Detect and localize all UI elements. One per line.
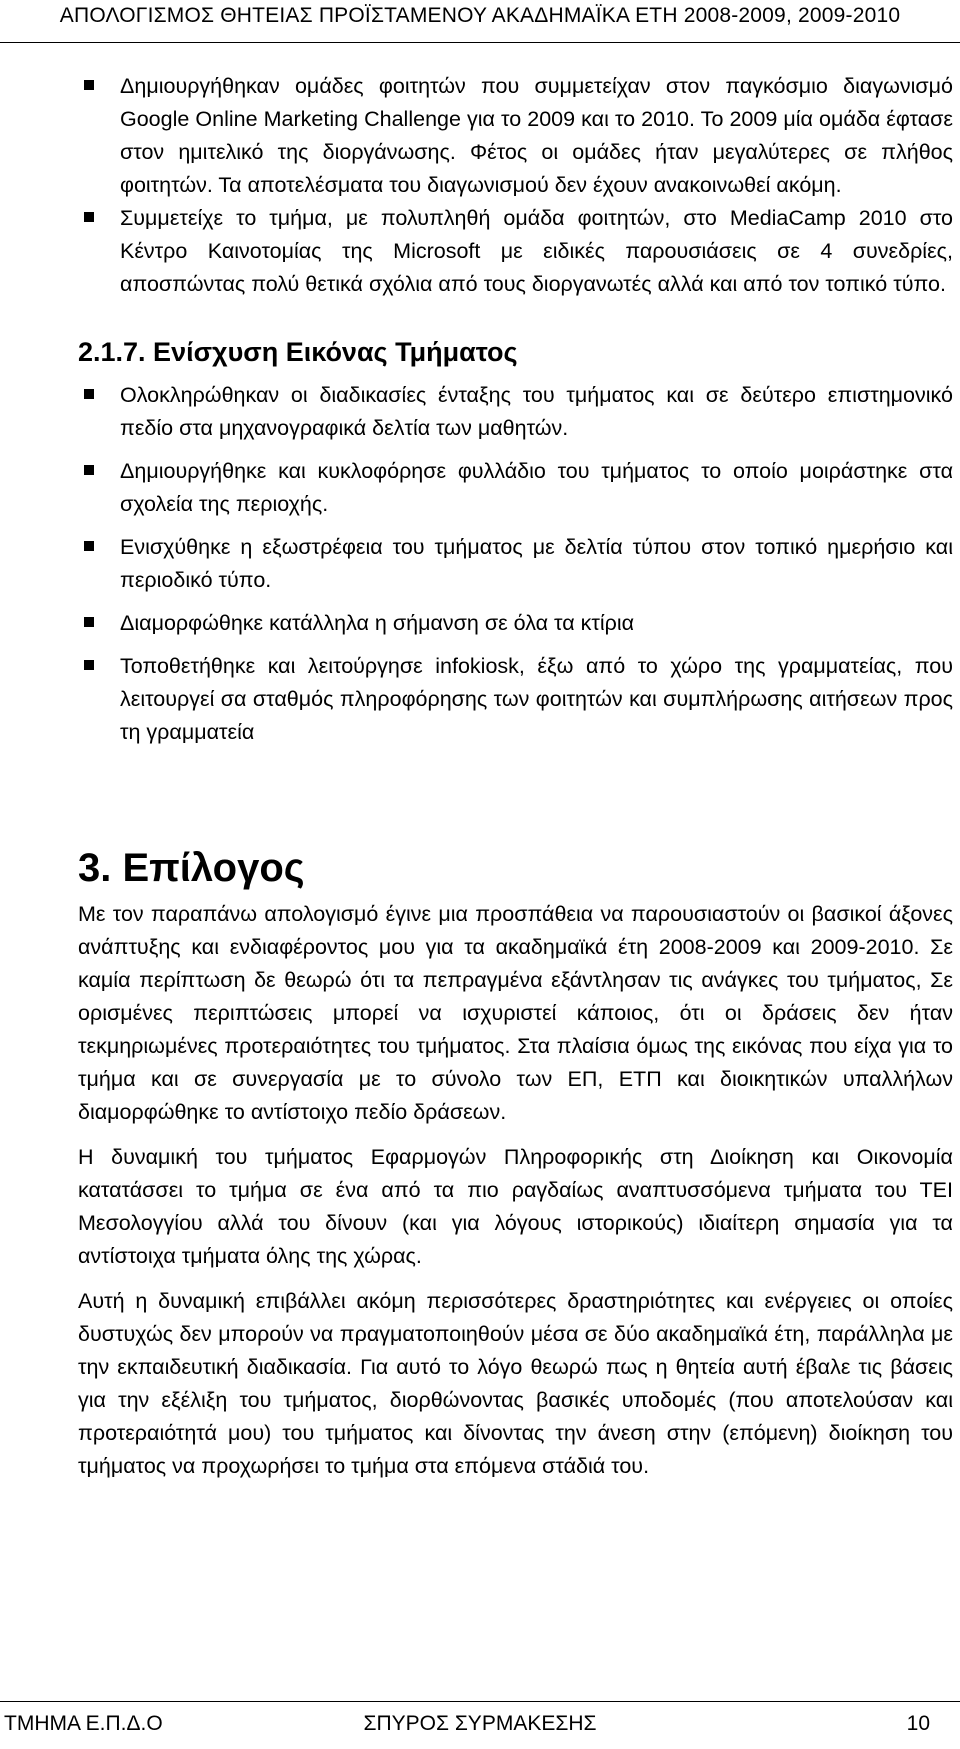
intro-bullet-list	[78, 70, 953, 301]
paragraph: Η δυναμική του τμήματος Εφαρμογών Πληροφορικής στη Διοίκηση και Οικονομία κατατάσσει το τμήμα σε ένα από τα πιο ραγδαίως αναπτυσσόμενα τμήματα του ΤΕΙ Μεσολογγίου αλλά του δίνουν (και για λόγους ιστορικούς) ιδιαίτερη σημασία για τα αντίστοιχα τμήματα όλης της χώρας.	[78, 1145, 953, 1268]
list-item	[78, 70, 953, 202]
square-bullet-icon	[84, 80, 94, 90]
section-2-1-7-bullet-list	[78, 379, 953, 749]
footer-department: ΤΜΗΜΑ Ε.Π.Δ.Ο	[4, 1712, 163, 1735]
list-item-text: Δημιουργήθηκαν ομάδες φοιτητών που συμμετείχαν στον παγκόσμιο διαγωνισμό Google Online Marketing Challenge για το 2009 και το 2010. Το 2009 μία ομάδα έφτασε στον ημιτελικό της διοργάνωσης. Φέτος οι ομάδες ήταν μεγαλύτερες σε πλήθος φοιτητών. Τα αποτελέσματα του διαγωνισμού δεν έχουν ανακοινωθεί ακόμη.	[120, 74, 953, 197]
list-item	[78, 607, 953, 640]
list-item	[78, 455, 953, 521]
paragraph: Αυτή η δυναμική επιβάλλει ακόμη περισσότερες δραστηριότητες και ενέργειες οι οποίες δυστυχώς δεν μπορούν να πραγματοποιηθούν μέσα σε δύο ακαδημαϊκά έτη, παράλληλα με την εκπαιδευτική διαδικασία. Για αυτό το λόγο θεωρώ πως η θητεία αυτή έβαλε τις βάσεις για την εξέλιξη του τμήματος, διορθώνοντας βασικές υποδομές (που αποτελούσαν και προτεραιότητά μου) του τμήματος και δίνοντας την άνεση στην (επόμενη) διοίκηση του τμήματος να προχωρήσει το τμήμα στα επόμενα στάδιά του.	[78, 1289, 953, 1478]
list-item-text: Ολοκληρώθηκαν οι διαδικασίες ένταξης του τμήματος και σε δεύτερο επιστημονικό πεδίο στα μηχανογραφικά δελτία των μαθητών.	[120, 383, 953, 440]
paragraph: Με τον παραπάνω απολογισμό έγινε μια προσπάθεια να παρουσιαστούν οι βασικοί άξονες ανάπτυξης και ενδιαφέροντος μου για τα ακαδημαϊκά έτη 2008-2009 και 2009-2010. Σε καμία περίπτωση δε θεωρώ ότι τα πεπραγμένα εξάντλησαν τις ανάγκες του τμήματος, Σε ορισμένες περιπτώσεις μπορεί να ισχυριστεί κάποιος, ότι οι δράσεις δεν ήταν τεκμηριωμένες προτεραιότητες του τμήματος. Στα πλαίσια όμως της εικόνας που είχα για το τμήμα και σε συνεργασία με το σύνολο των ΕΠ, ΕΤΠ και διοικητικών υπαλλήλων διαμορφώθηκε το αντίστοιχο πεδίο δράσεων.	[78, 902, 953, 1124]
list-item	[78, 531, 953, 597]
list-item-text: Ενισχύθηκε η εξωστρέφεια του τμήματος με δελτία τύπου στον τοπικό ημερήσιο και περιοδικό τύπο.	[120, 535, 953, 592]
page-header	[0, 0, 960, 43]
list-item	[78, 379, 953, 445]
square-bullet-icon	[84, 617, 94, 627]
square-bullet-icon	[84, 389, 94, 399]
list-item	[78, 650, 953, 749]
section-heading-2-1-7: 2.1.7. Ενίσχυση Εικόνας Τμήματος	[78, 337, 518, 367]
footer-author: ΣΠΥΡΟΣ ΣΥΡΜΑΚΕΣΗΣ	[363, 1712, 597, 1735]
page-content	[78, 70, 953, 1495]
square-bullet-icon	[84, 212, 94, 222]
list-item-text: Δημιουργήθηκε και κυκλοφόρησε φυλλάδιο του τμήματος το οποίο μοιράστηκε στα σχολεία της περιοχής.	[120, 459, 953, 516]
list-item	[78, 202, 953, 301]
square-bullet-icon	[84, 541, 94, 551]
square-bullet-icon	[84, 465, 94, 475]
page-footer	[0, 1701, 960, 1749]
header-title: ΑΠΟΛΟΓΙΣΜΟΣ ΘΗΤΕΙΑΣ ΠΡΟΪΣΤΑΜΕΝΟΥ ΑΚΑΔΗΜΑΪΚΑ ΕΤΗ 2008-2009, 2009-2010	[59, 4, 901, 27]
list-item-text: Τοποθετήθηκε και λειτούργησε infokiosk, έξω από το χώρο της γραμματείας, που λειτουργεί σα σταθμός πληροφόρησης των φοιτητών και συμπλήρωσης αιτήσεων προς τη γραμματεία	[120, 654, 953, 744]
list-item-text: Συμμετείχε το τμήμα, με πολυπληθή ομάδα φοιτητών, στο MediaCamp 2010 στο Κέντρο Καινοτομίας της Microsoft με ειδικές παρουσιάσεις σε 4 συνεδρίες, αποσπώντας πολύ θετικά σχόλια από τους διοργανωτές αλλά και από τον τοπικό τύπο.	[120, 206, 953, 296]
list-item-text: Διαμορφώθηκε κατάλληλα η σήμανση σε όλα τα κτίρια	[120, 611, 635, 635]
section-heading-3: 3. Επίλογος	[78, 846, 305, 890]
square-bullet-icon	[84, 660, 94, 670]
page-number: 10	[906, 1712, 930, 1735]
